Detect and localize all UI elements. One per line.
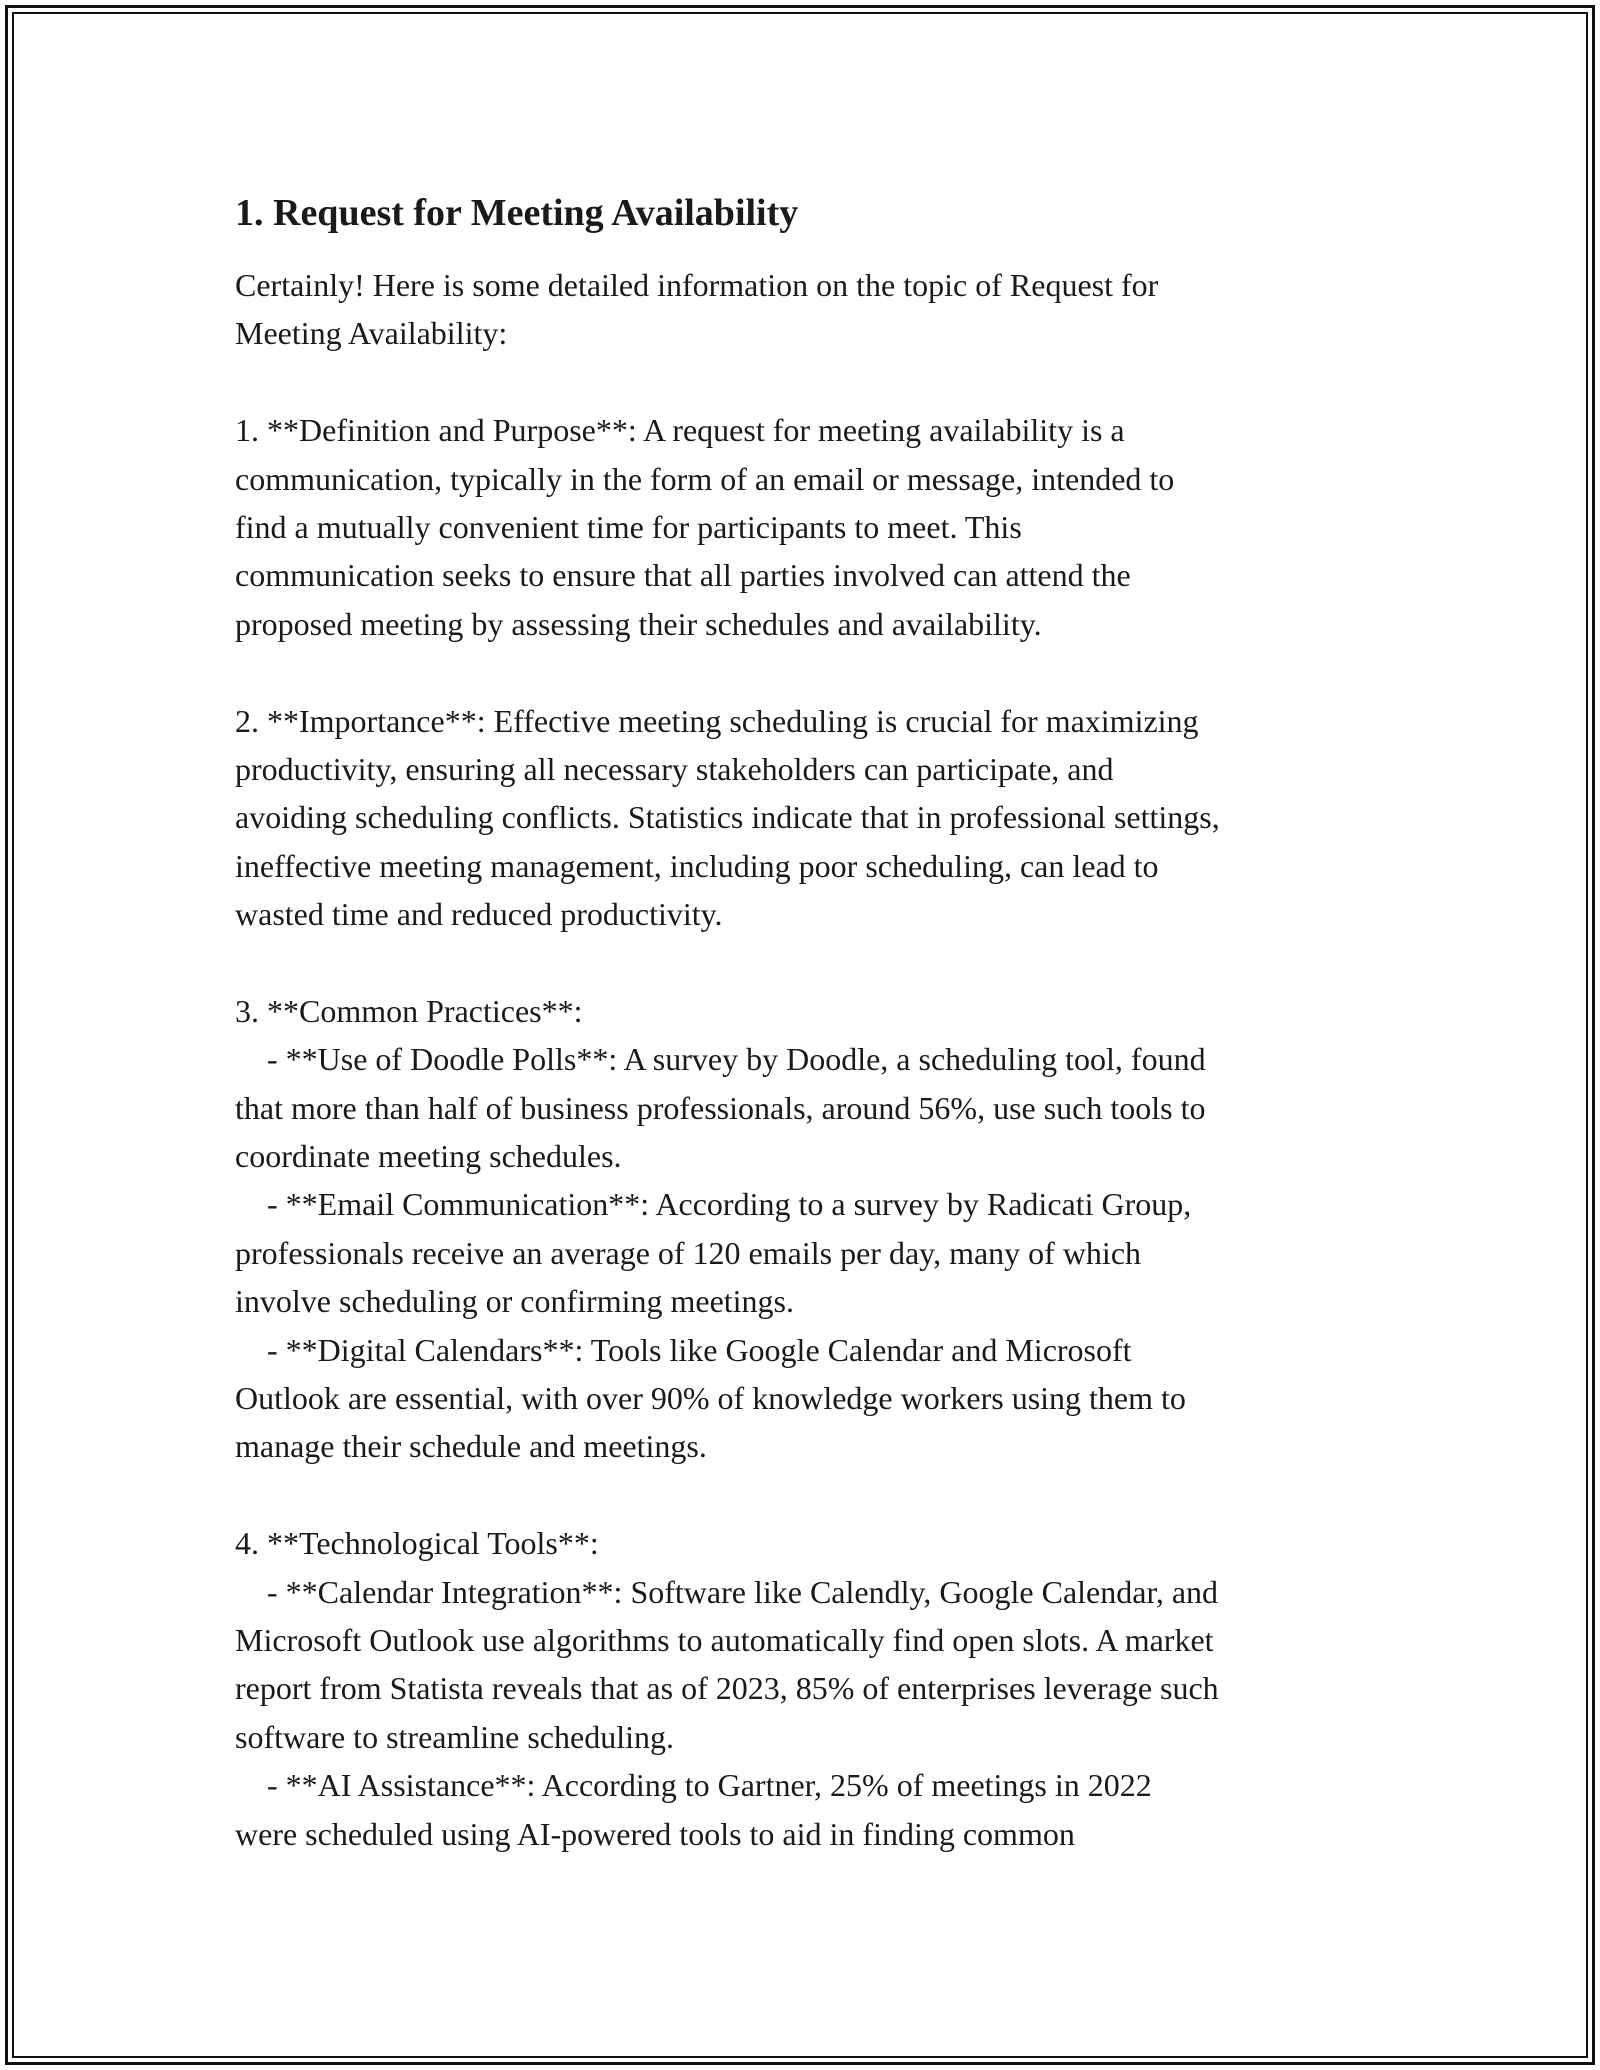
body-line: wasted time and reduced productivity. <box>235 896 723 933</box>
document-body <box>235 261 1385 1858</box>
body-line: find a mutually convenient time for participants to meet. This <box>235 508 1022 545</box>
body-line: - **Digital Calendars**: Tools like Google Calendar and Microsoft <box>235 1331 1132 1368</box>
body-line: report from Statista reveals that as of 2023, 85% of enterprises leverage such <box>235 1670 1219 1707</box>
body-line: that more than half of business professionals, around 56%, use such tools to <box>235 1089 1206 1126</box>
body-line: 2. **Importance**: Effective meeting scheduling is crucial for maximizing <box>235 702 1199 739</box>
blank-line <box>235 358 1385 406</box>
body-line: - **AI Assistance**: According to Gartner, 25% of meetings in 2022 <box>235 1767 1152 1804</box>
body-line: communication, typically in the form of an email or message, intended to <box>235 460 1175 497</box>
document-content <box>235 185 1385 1858</box>
body-line: 1. **Definition and Purpose**: A request for meeting availability is a <box>235 412 1125 449</box>
body-line: communication seeks to ensure that all parties involved can attend the <box>235 557 1131 594</box>
blank-line <box>235 1471 1385 1519</box>
body-line: professionals receive an average of 120 emails per day, many of which <box>235 1234 1142 1271</box>
body-line: Outlook are essential, with over 90% of knowledge workers using them to <box>235 1379 1186 1416</box>
blank-line <box>235 648 1385 696</box>
body-line: proposed meeting by assessing their schedules and availability. <box>235 605 1042 642</box>
body-line: productivity, ensuring all necessary stakeholders can participate, and <box>235 750 1114 787</box>
body-line: software to streamline scheduling. <box>235 1718 674 1755</box>
body-line: were scheduled using AI-powered tools to aid in finding common <box>235 1815 1075 1852</box>
body-line: manage their schedule and meetings. <box>235 1428 707 1465</box>
body-line: 4. **Technological Tools**: <box>235 1525 599 1562</box>
body-line: coordinate meeting schedules. <box>235 1138 622 1175</box>
body-line: - **Calendar Integration**: Software like Calendly, Google Calendar, and <box>235 1573 1219 1610</box>
body-line: 3. **Common Practices**: <box>235 992 583 1029</box>
body-line: Certainly! Here is some detailed information on the topic of Request for <box>235 267 1159 303</box>
body-line: ineffective meeting management, including poor scheduling, can lead to <box>235 847 1159 884</box>
body-line: - **Email Communication**: According to a survey by Radicati Group, <box>235 1186 1192 1223</box>
document-title: 1. Request for Meeting Availability <box>235 192 799 234</box>
body-line: - **Use of Doodle Polls**: A survey by Doodle, a scheduling tool, found <box>235 1041 1206 1078</box>
body-line: Meeting Availability: <box>235 315 508 352</box>
body-line: avoiding scheduling conflicts. Statistics indicate that in professional settings, <box>235 799 1220 836</box>
body-line: Microsoft Outlook use algorithms to automatically find open slots. A market <box>235 1621 1214 1658</box>
blank-line <box>235 938 1385 986</box>
body-line: involve scheduling or confirming meetings. <box>235 1283 794 1320</box>
